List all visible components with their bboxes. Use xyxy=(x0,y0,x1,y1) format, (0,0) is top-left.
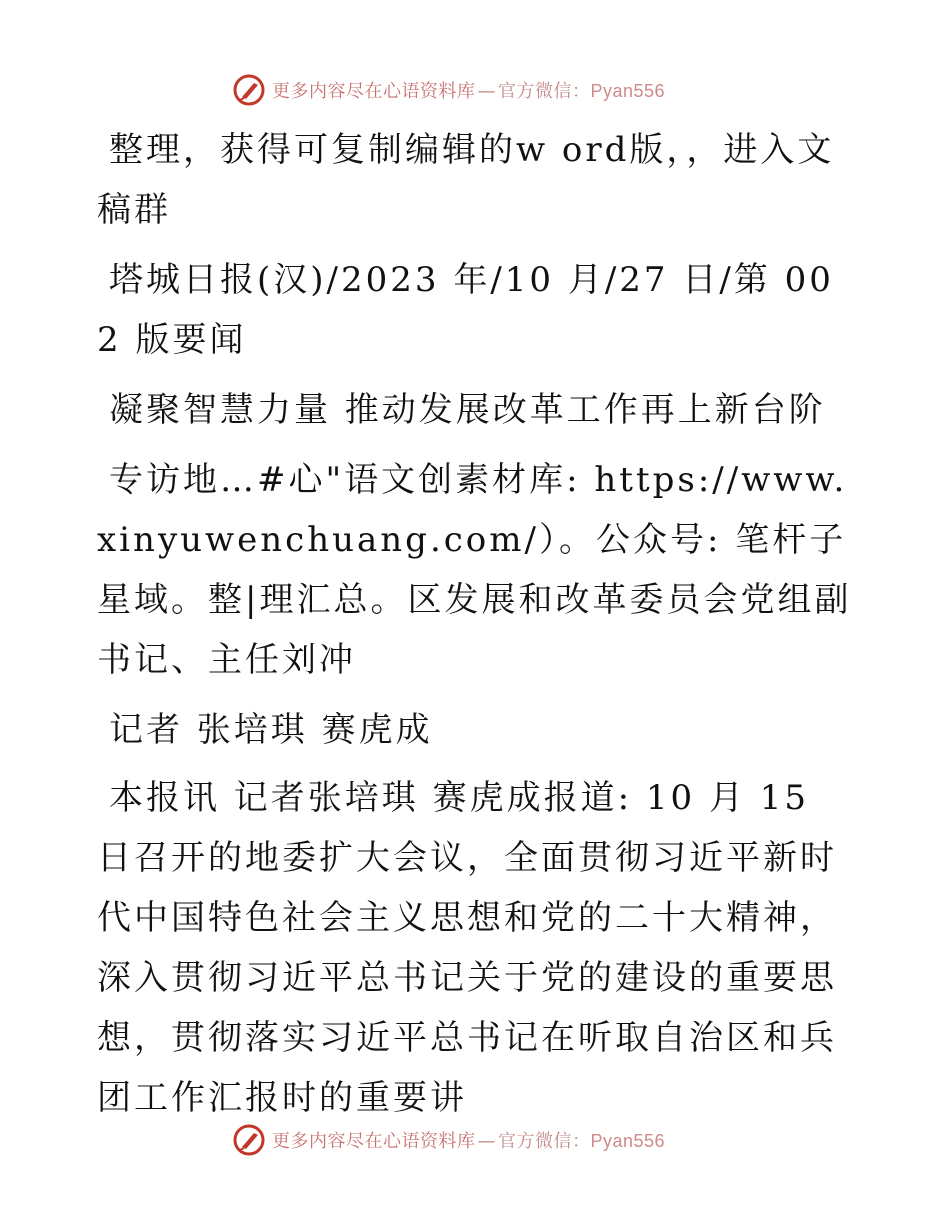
source-line: 塔城日报(汉)/2023 年/10 月/27 日/第 002 版要闻 xyxy=(97,260,834,360)
header-banner-text xyxy=(272,77,665,103)
footer-banner xyxy=(232,1122,665,1158)
reporters-line: 记者 张培琪 赛虎成 xyxy=(109,710,433,750)
interview-line: 专访地…#心"语文创素材库: https://www.xinyuwenchuang.com/）。公众号: 笔杆子星域。整|理汇总。区发展和改革委员会党组副书记、主任刘冲 xyxy=(97,460,852,680)
header-banner-prefix: 更多内容尽在心语资料库 xyxy=(272,81,476,102)
footer-banner-dash: — xyxy=(477,1131,496,1152)
footer-banner-text xyxy=(272,1127,665,1153)
lead-paragraph: 本报讯 记者张培琪 赛虎成报道: 10 月 15 日召开的地委扩大会议，全面贯彻习近平新时代中国特色社会主义思想和党的二十大精神，深入贯彻习近平总书记关于党的建设的重要思想，贯彻落实习近平总书记在听取自治区和兵团工作汇报时的重要讲 xyxy=(97,778,837,1118)
header-banner-wechat-id: Pyan556 xyxy=(590,81,666,101)
header-banner-dash: — xyxy=(477,81,496,102)
document-body xyxy=(97,120,857,1128)
brand-logo-icon xyxy=(232,73,266,107)
footer-banner-wechat-id: Pyan556 xyxy=(590,1131,666,1151)
brand-logo-icon xyxy=(232,1123,266,1157)
header-banner-wechat-label: 官方微信： xyxy=(498,81,591,102)
intro-line: 整理，获得可复制编辑的w ord版，，进入文稿群 xyxy=(97,130,835,230)
header-banner xyxy=(232,72,665,108)
footer-banner-prefix: 更多内容尽在心语资料库 xyxy=(272,1131,476,1152)
footer-banner-wechat-label: 官方微信： xyxy=(498,1131,591,1152)
headline: 凝聚智慧力量 推动发展改革工作再上新台阶 xyxy=(109,390,826,430)
